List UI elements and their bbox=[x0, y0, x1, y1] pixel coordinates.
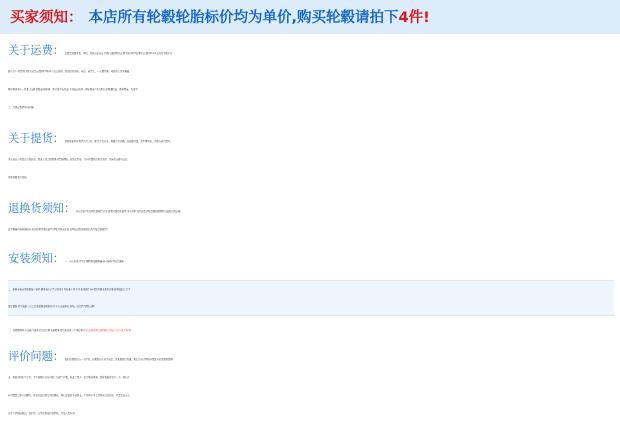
pickup-line-3: 共同保障双方利益。 bbox=[8, 176, 29, 179]
review-title: 评价问题： bbox=[8, 350, 64, 363]
install-item-3-warning: 这样容易造成四轮定位偏差,行车发生抖动! bbox=[88, 329, 132, 332]
shipping-section bbox=[8, 42, 614, 117]
install-title: 安装须知： bbox=[8, 252, 64, 265]
returns-line-1: 本店承诺7天无理由退换货,由于质量问题造成退货,本店承担来回运费,但您需要按照原样包装好以免运输 bbox=[75, 210, 181, 213]
shipping-line-1: 运费需按照重量、体积、地区远近而定,因淘宝限制默认运费不能为0,所以默认运费为0.1-1元的均不属于包 bbox=[64, 52, 173, 55]
shipping-line-2: 邮产品!一般情况下默认的是运费到付!购买产品交易时，您的联系地址、电话、收货人，一定要正确。轮毂为大件易碰磁 bbox=[8, 70, 130, 73]
shipping-title: 关于运费： bbox=[8, 44, 64, 57]
shipping-line-3: 顺坏物体本店一般都会安排发物流!轮胎珠三角江浙沪安快递,其他偏远地区一律安物流! 本店默认发国通快递、德邦物流、天地华 bbox=[8, 88, 138, 91]
review-line-4: 家并差评相威胁的，我们也一定坚持原则投诉到底，并加入黑名单！ bbox=[8, 412, 77, 415]
notice-header-label: 买家须知： bbox=[10, 10, 83, 26]
pickup-line-2: 本店商品一般都是有保的的。物流公司会按照事实情况理赔。如您已签收，任何问题将由您来承担。请亲们谅解与支持， bbox=[8, 158, 130, 161]
review-line-2: 决。贸然的给出中差评，并不能解决任何问题。出现了问题，彼此之间多一份冷静和坦诚，都试着换位思考一下，相信任 bbox=[8, 376, 130, 379]
notice-header bbox=[10, 6, 430, 27]
notice-header-bar bbox=[0, 0, 620, 34]
notice-header-accent: 4件! bbox=[398, 10, 430, 26]
returns-section bbox=[8, 200, 614, 239]
install-item-2-line-2: 接受退换,因为装胎一定会造成轮毂漆面损伤,并且有安装印记,影响二次销售!请您谅解! bbox=[8, 305, 95, 308]
install-item-3-text: 三、拧紧螺丝时,应该循序渐进的方法拧紧全部螺丝,切勿先拧紧一个再拧紧其它, bbox=[8, 329, 89, 332]
install-item-2 bbox=[8, 280, 614, 316]
notice-header-text: 本店所有轮毂轮胎标价均为单价,购买轮毂请拍下 bbox=[88, 10, 399, 26]
review-line-1: 我们重视您的每一个评价。如果您有任何不满意，请先跟我们沟通，相信任何合理的问题都可以迅速给您解 bbox=[64, 358, 173, 361]
review-section bbox=[8, 348, 614, 423]
install-section bbox=[8, 250, 614, 271]
install-item-3 bbox=[8, 322, 614, 340]
pickup-line-1: 请您拆箱检查物货是否完好、配件是否齐全、数据是否正确。如发现问题，请不要签收。请您与我们联系。 bbox=[64, 140, 173, 143]
shipping-line-4: 宇、具体运费请咨询客服! bbox=[8, 106, 35, 109]
install-item-2-line-1: 二、轮毂安装前请先做装车试验,确保装车后不会和刹车系统和车身干涉,如发现任何问题,请致电我们客服,轮毂装胎之后不 bbox=[8, 288, 131, 291]
review-line-3: 何问题都会迎刃而解的。我们欢迎这样宽容的顾客，相信还能成为老朋友。个别买家为了达到自己的目的，以恶意攻击卖 bbox=[8, 394, 130, 397]
install-item-1: 一、小心轻放,切勿于硬物直接触碰磕,若有碰伤不接受退换. bbox=[64, 260, 125, 263]
returns-line-2: 途中碰磕造成轮毂损坏,如非质量问题的退货,请您承担商品的来回的运费.轮毂改色均不接受退换货! bbox=[8, 228, 108, 231]
pickup-section bbox=[8, 130, 614, 187]
returns-title: 退换货须知： bbox=[8, 202, 76, 215]
pickup-title: 关于提货： bbox=[8, 132, 64, 145]
